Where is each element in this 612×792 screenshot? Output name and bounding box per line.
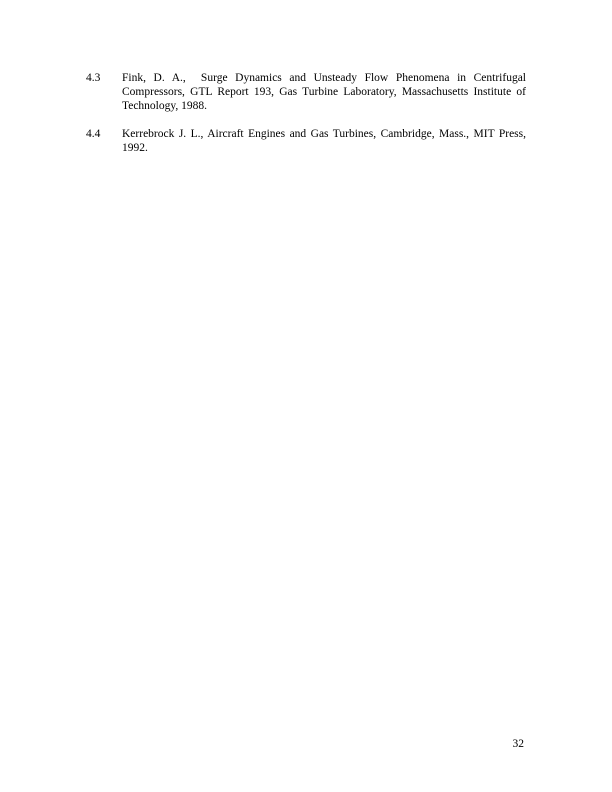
reference-number: 4.4 bbox=[86, 127, 101, 140]
page-number: 32 bbox=[512, 738, 524, 750]
reference-number: 4.3 bbox=[86, 72, 101, 84]
reference-item bbox=[86, 71, 526, 114]
reference-list bbox=[86, 71, 526, 168]
reference-item bbox=[86, 127, 526, 155]
reference-text: Fink, D. A., Surge Dynamics and Unsteady Flow Phenomena in Centrifugal Compressors, GTL Report 193, Gas Turbine Laboratory, Massachusetts Institute of Technology, 1988. bbox=[122, 72, 526, 113]
reference-text: Kerrebrock J. L., Aircraft Engines and Gas Turbines, Cambridge, Mass., MIT Press, 1992. bbox=[122, 127, 526, 154]
